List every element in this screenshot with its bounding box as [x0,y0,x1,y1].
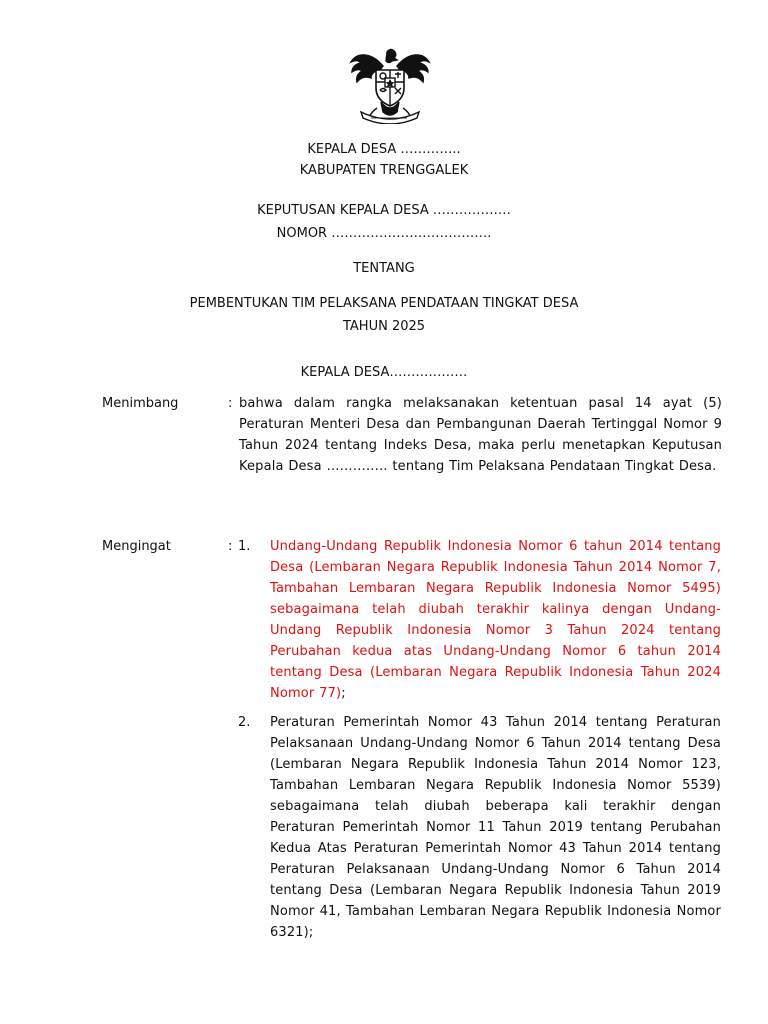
village-head-title: KEPALA DESA ………….. [307,142,461,157]
mengingat-item-1-text: Undang-Undang Republik Indonesia Nomor 6 tahun 2014 tentang Desa (Lembaran Negara Republik Indonesia Tahun 2014 Nomor 7, Tambahan Lembaran Negara Republik Indonesia Nomor 5495) sebagaimana telah diubah terakhir kalinya dengan Undang-Undang Republik Indonesia Nomor 3 Tahun 2024 tentang Perubahan kedua atas Undang-Undang Nomor 6 tahun 2014 tentang Desa (Lembaran Negara Republik Indonesia Tahun 2024 Nomor 77) [270,539,721,701]
menimbang-colon: : [228,396,233,411]
menimbang-label: Menimbang [102,396,179,411]
garuda-emblem-icon [347,46,433,124]
decree-title: KEPUTUSAN KEPALA DESA ……………… [257,203,511,218]
decree-number: NOMOR ………………………………. [276,226,492,241]
subject-line-2: TAHUN 2025 [342,319,426,334]
menimbang-text: bahwa dalam rangka melaksanakan ketentuan pasal 14 ayat (5) Peraturan Menteri Desa dan Pembangunan Daerah Tertinggal Nomor 9 Tahun 2024 tentang Indeks Desa, maka perlu menetapkan Keputusan Kepala Desa ………….. tentang Tim Pelaksana Pendataan Tingkat Desa. [239,396,722,474]
mengingat-item-1-suffix: ; [341,686,346,701]
mengingat-item-1 [270,536,721,704]
mengingat-item-2-number: 2. [238,715,251,730]
mengingat-colon: : [228,539,233,554]
subject-line-1: PEMBENTUKAN TIM PELAKSANA PENDATAAN TINGKAT DESA [189,296,579,311]
mengingat-item-2-text: Peraturan Pemerintah Nomor 43 Tahun 2014 tentang Peraturan Pelaksanaan Undang-Undang Nomor 6 Tahun 2014 tentang Desa (Lembaran Negara Republik Indonesia Tahun 2014 Nomor 123, Tambahan Lembaran Negara Republik Indonesia Nomor 5539) sebagaimana telah diubah beberapa kali terakhir dengan Peraturan Pemerintah Nomor 11 Tahun 2019 tentang Perubahan Kedua Atas Peraturan Pemerintah Nomor 43 Tahun 2014 tentang Peraturan Pelaksanaan Undang-Undang Nomor 6 Tahun 2014 tentang Desa (Lembaran Negara Republik Indonesia Tahun 2019 Nomor 41, Tambahan Lembaran Negara Republik Indonesia Nomor 6321); [270,715,721,940]
mengingat-label: Mengingat [102,539,171,554]
about-heading: TENTANG [353,261,415,276]
issuer-title: KEPALA DESA……………… [300,365,468,380]
regency-name: KABUPATEN TRENGGALEK [299,163,469,178]
mengingat-item-1-number: 1. [238,539,251,554]
